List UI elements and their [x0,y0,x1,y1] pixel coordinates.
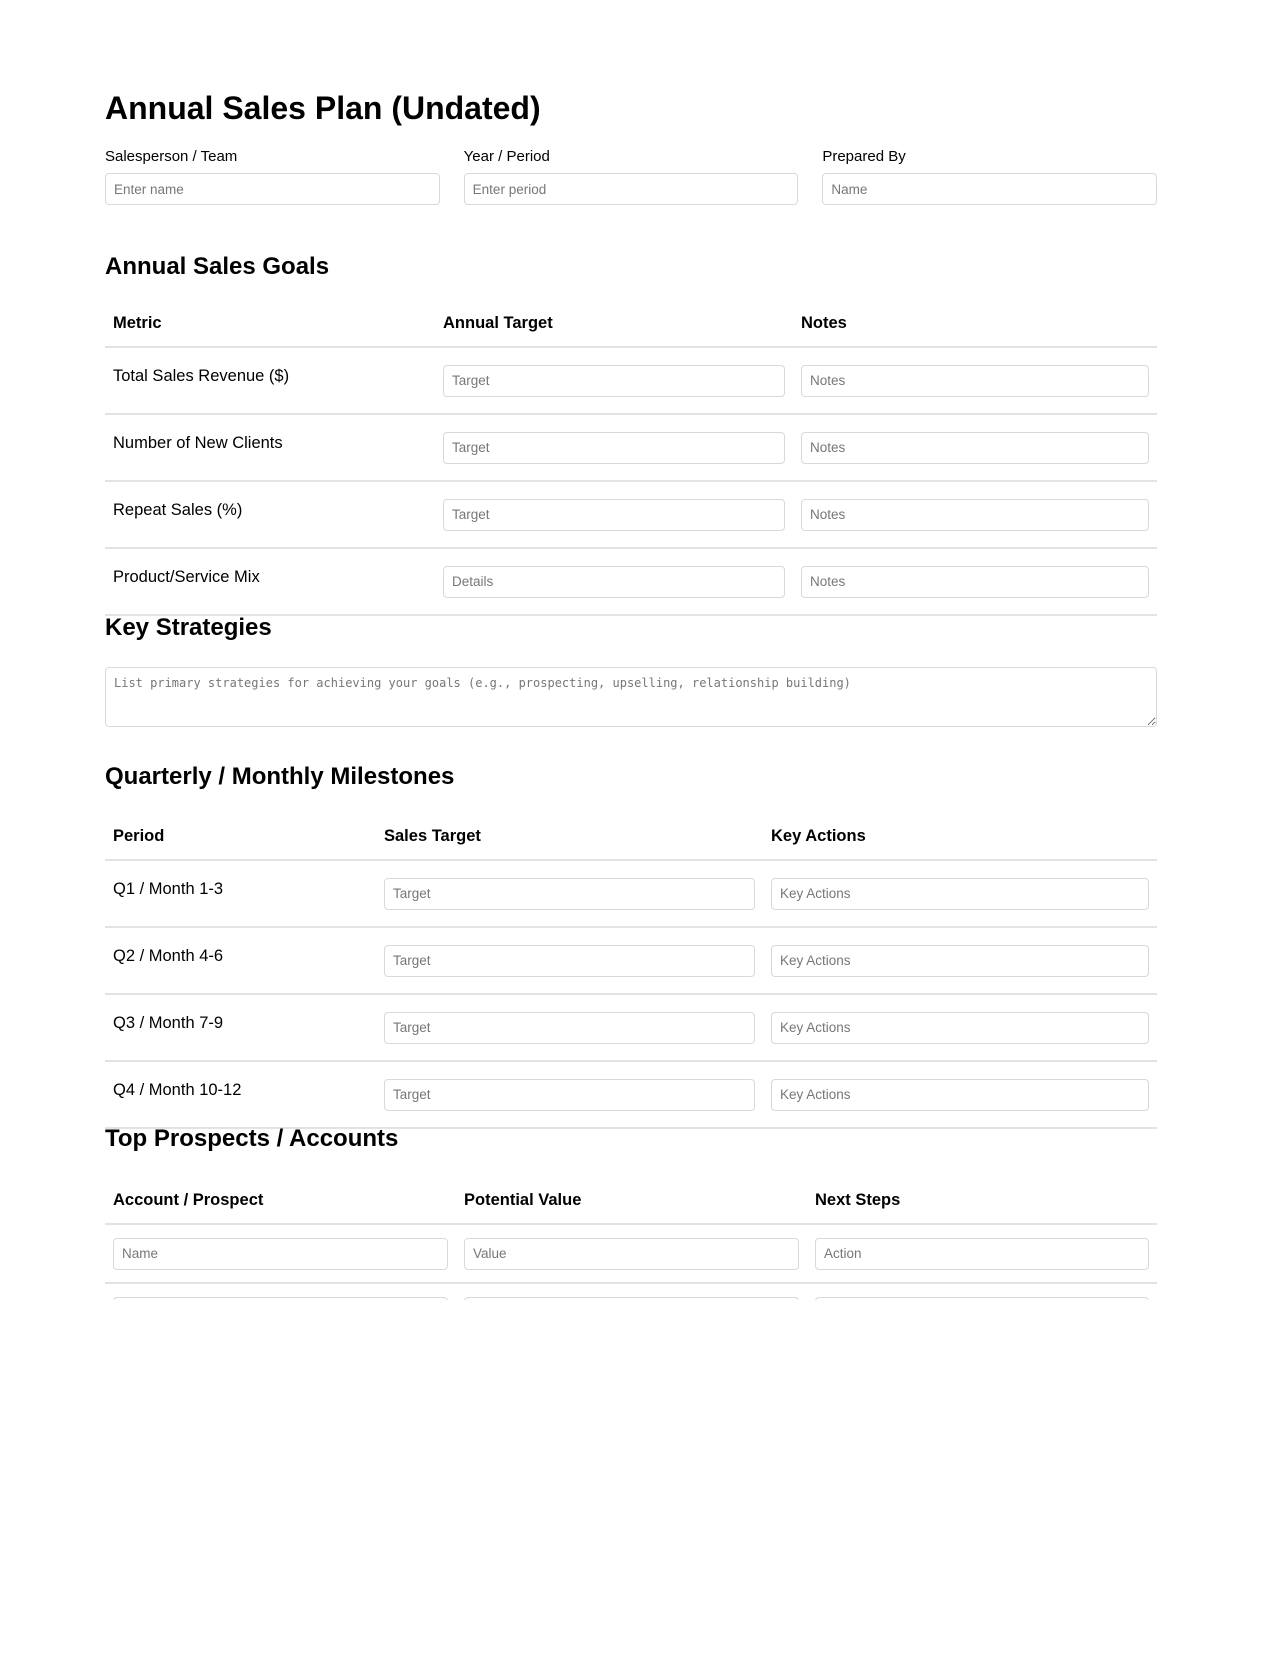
table-row [105,1061,1157,1128]
metric-label: Product/Service Mix [105,548,435,615]
prospects-table [105,1177,1157,1300]
salesperson-input[interactable] [105,173,440,205]
period-label: Q1 / Month 1-3 [105,860,376,927]
period-field-group [464,147,799,205]
prospects-header-row [105,1177,1157,1224]
prospect-name-input[interactable] [113,1297,448,1301]
prospects-col-account: Account / Prospect [105,1177,456,1224]
milestones-table [105,813,1157,1129]
strategies-heading: Key Strategies [105,614,272,641]
milestone-target-input[interactable] [384,878,755,910]
prospect-value-input[interactable] [464,1297,799,1301]
strategies-textarea[interactable] [105,667,1157,727]
table-row [105,1283,1157,1300]
milestone-target-input[interactable] [384,1079,755,1111]
table-row [105,860,1157,927]
prepared-by-field-group [822,147,1157,205]
table-row [105,481,1157,548]
prepared-by-label: Prepared By [822,148,906,165]
milestones-col-actions: Key Actions [763,813,1157,860]
period-label: Q3 / Month 7-9 [105,994,376,1061]
goals-col-metric: Metric [105,300,435,347]
prepared-by-input[interactable] [822,173,1157,205]
milestone-actions-input[interactable] [771,945,1149,977]
goal-notes-input[interactable] [801,566,1149,598]
period-input[interactable] [464,173,799,205]
prospects-col-next-steps: Next Steps [807,1177,1157,1224]
goal-details-input[interactable] [443,566,785,598]
table-row [105,548,1157,615]
metric-label: Number of New Clients [105,414,435,481]
prospect-action-input[interactable] [815,1238,1149,1270]
prospect-name-input[interactable] [113,1238,448,1270]
goals-heading: Annual Sales Goals [105,253,330,280]
plan-meta-fields [105,147,1157,205]
milestone-actions-input[interactable] [771,1079,1149,1111]
page-title: Annual Sales Plan (Undated) [105,90,541,126]
metric-label: Total Sales Revenue ($) [105,347,435,414]
goal-notes-input[interactable] [801,499,1149,531]
milestones-col-period: Period [105,813,376,860]
prospect-action-input[interactable] [815,1297,1149,1301]
goals-col-notes: Notes [793,300,1157,347]
prospects-heading: Top Prospects / Accounts [105,1125,399,1152]
milestones-heading: Quarterly / Monthly Milestones [105,763,455,790]
goal-target-input[interactable] [443,432,785,464]
salesperson-field-group [105,147,440,205]
sales-plan-page [105,0,1157,1300]
milestone-actions-input[interactable] [771,878,1149,910]
goal-notes-input[interactable] [801,432,1149,464]
goal-notes-input[interactable] [801,365,1149,397]
milestones-header-row [105,813,1157,860]
milestone-target-input[interactable] [384,1012,755,1044]
salesperson-label: Salesperson / Team [105,148,238,165]
prospect-value-input[interactable] [464,1238,799,1270]
goals-table [105,300,1157,616]
table-row [105,994,1157,1061]
period-label: Year / Period [463,148,550,165]
table-row [105,927,1157,994]
period-label: Q2 / Month 4-6 [105,927,376,994]
milestone-target-input[interactable] [384,945,755,977]
metric-label: Repeat Sales (%) [105,481,435,548]
table-row [105,414,1157,481]
goals-header-row [105,300,1157,347]
goals-col-target: Annual Target [435,300,793,347]
milestone-actions-input[interactable] [771,1012,1149,1044]
goal-target-input[interactable] [443,499,785,531]
period-label: Q4 / Month 10-12 [105,1061,376,1128]
table-row [105,1224,1157,1283]
milestones-col-target: Sales Target [376,813,763,860]
goal-target-input[interactable] [443,365,785,397]
prospects-col-value: Potential Value [456,1177,807,1224]
table-row [105,347,1157,414]
